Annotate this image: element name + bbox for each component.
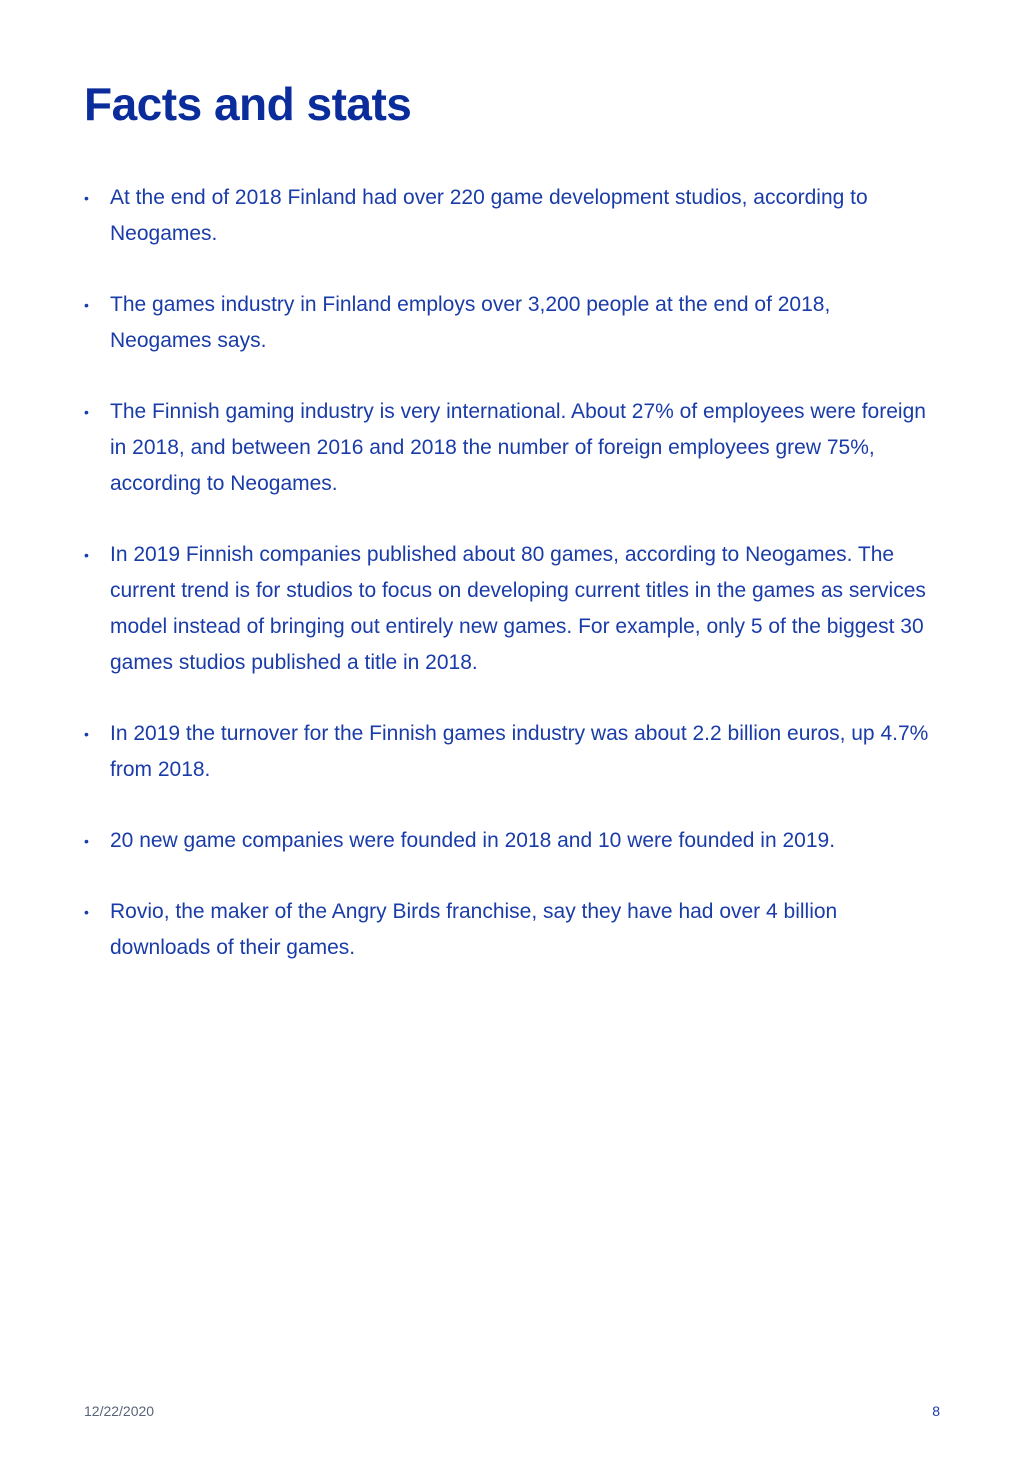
list-item xyxy=(84,180,934,252)
bullet-icon: • xyxy=(84,190,89,206)
bullet-icon: • xyxy=(84,904,89,920)
page-title: Facts and stats xyxy=(84,78,412,130)
page-number: 8 xyxy=(932,1403,940,1419)
bullet-icon: • xyxy=(84,833,89,849)
bullet-icon: • xyxy=(84,404,89,420)
list-item xyxy=(84,823,934,859)
list-item-text: 20 new game companies were founded in 2018 and 10 were founded in 2019. xyxy=(110,829,836,852)
list-item xyxy=(84,287,934,359)
list-item xyxy=(84,537,934,681)
bullet-icon: • xyxy=(84,726,89,742)
footer-date: 12/22/2020 xyxy=(84,1403,155,1419)
bullet-icon: • xyxy=(84,547,89,563)
list-item-text: In 2019 the turnover for the Finnish games industry was about 2.2 billion euros, up 4.7% from 2018. xyxy=(110,722,929,781)
list-item-text: At the end of 2018 Finland had over 220 game development studios, according to Neogames. xyxy=(110,186,868,245)
list-item xyxy=(84,894,934,966)
bullet-icon: • xyxy=(84,297,89,313)
list-item-text: In 2019 Finnish companies published about 80 games, according to Neogames. The current trend is for studios to focus on developing current titles in the games as services model instead of bringing out entirely new games. For example, only 5 of the biggest 30 games studios published a title in 2018. xyxy=(110,543,926,674)
list-item xyxy=(84,394,934,502)
list-item-text: Rovio, the maker of the Angry Birds franchise, say they have had over 4 billion downloads of their games. xyxy=(110,900,838,959)
list-item-text: The games industry in Finland employs over 3,200 people at the end of 2018, Neogames says. xyxy=(110,293,831,352)
facts-list xyxy=(84,180,934,1001)
list-item xyxy=(84,716,934,788)
list-item-text: The Finnish gaming industry is very international. About 27% of employees were foreign in 2018, and between 2016 and 2018 the number of foreign employees grew 75%, according to Neogames. xyxy=(110,400,926,495)
